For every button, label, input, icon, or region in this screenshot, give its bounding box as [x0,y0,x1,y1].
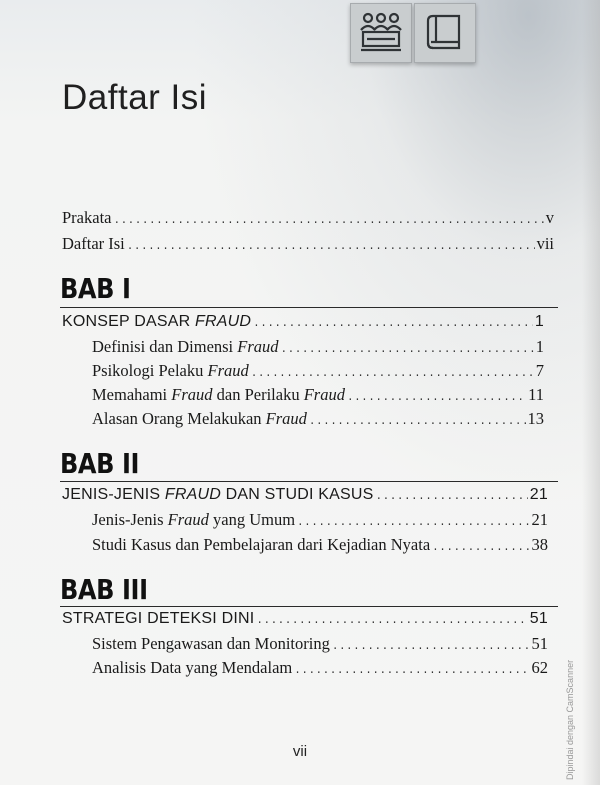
toc-label: KONSEP DASAR FRAUD [62,313,252,330]
toc-chapter-title [62,486,548,504]
toc-label: Studi Kasus dan Pembelajaran dari Kejadian Nyata [92,535,431,554]
dot-leader [253,318,533,330]
dot-leader [127,241,535,253]
toc-section [92,409,544,429]
page-title: Daftar Isi [62,78,208,117]
toc-label: Prakata [62,208,112,227]
dot-leader [297,517,529,529]
toc-page-number: 51 [529,610,548,627]
dot-leader [113,215,543,227]
toc-label: Memahami Fraud dan Perilaku Fraud [92,385,345,404]
toc-page-number: 1 [534,313,544,330]
toc-label: Sistem Pengawasan dan Monitoring [92,634,330,653]
toc-section [92,385,544,405]
dot-leader [376,491,528,503]
dot-leader [309,416,526,428]
chapter-heading: BAB II [60,447,140,480]
toc-page-number: 51 [531,634,548,653]
toc-label: Psikologi Pelaku Fraud [92,361,249,380]
toc-section [92,337,544,357]
toc-label: Analisis Data yang Mendalam [92,658,293,677]
toc-page-number: 1 [535,337,544,356]
chapter-rule [60,606,558,607]
toc-page-number: 38 [531,535,548,554]
toc-section [92,361,544,381]
dot-leader [281,344,534,356]
dot-leader [256,615,527,627]
toc-chapter-title [62,610,548,628]
dot-leader [251,368,534,380]
chapter-rule [60,307,558,308]
dot-leader [432,542,529,554]
chapter-heading: BAB I [60,272,131,305]
toc-label: Definisi dan Dimensi Fraud [92,337,279,356]
toc-entry-prakata [62,208,554,228]
page-number: vii [292,743,308,760]
toc-section [92,658,548,678]
dot-leader [294,665,529,677]
toc-label: Daftar Isi [62,234,125,253]
chapter-heading: BAB III [60,573,148,606]
toc-page-number: 21 [529,486,548,503]
dot-leader [332,641,530,653]
scanner-watermark: Dipindai dengan CamScanner [565,659,575,780]
toc-page-number: 11 [528,385,544,404]
toc-page-number: 7 [535,361,544,380]
toc-label: JENIS-JENIS FRAUD DAN STUDI KASUS [62,486,374,503]
book-icon [414,3,476,63]
audience-icon [350,3,412,63]
toc-entry-daftar-isi [62,234,554,254]
toc-page-number: 62 [531,658,548,677]
toc-section [92,535,548,555]
dot-leader [347,392,526,404]
toc-chapter-title [62,313,544,331]
toc-label: Jenis-Jenis Fraud yang Umum [92,510,296,529]
toc-page-number: 13 [527,409,544,428]
toc-section [92,634,548,654]
toc-page-number: vii [536,234,554,253]
toc-label: STRATEGI DETEKSI DINI [62,610,255,627]
toc-label: Alasan Orang Melakukan Fraud [92,409,307,428]
toc-page-number: 21 [531,510,548,529]
toc-page-number: v [545,208,554,227]
page-edge-shadow [582,0,600,785]
chapter-rule [60,481,558,482]
toc-section [92,510,548,530]
